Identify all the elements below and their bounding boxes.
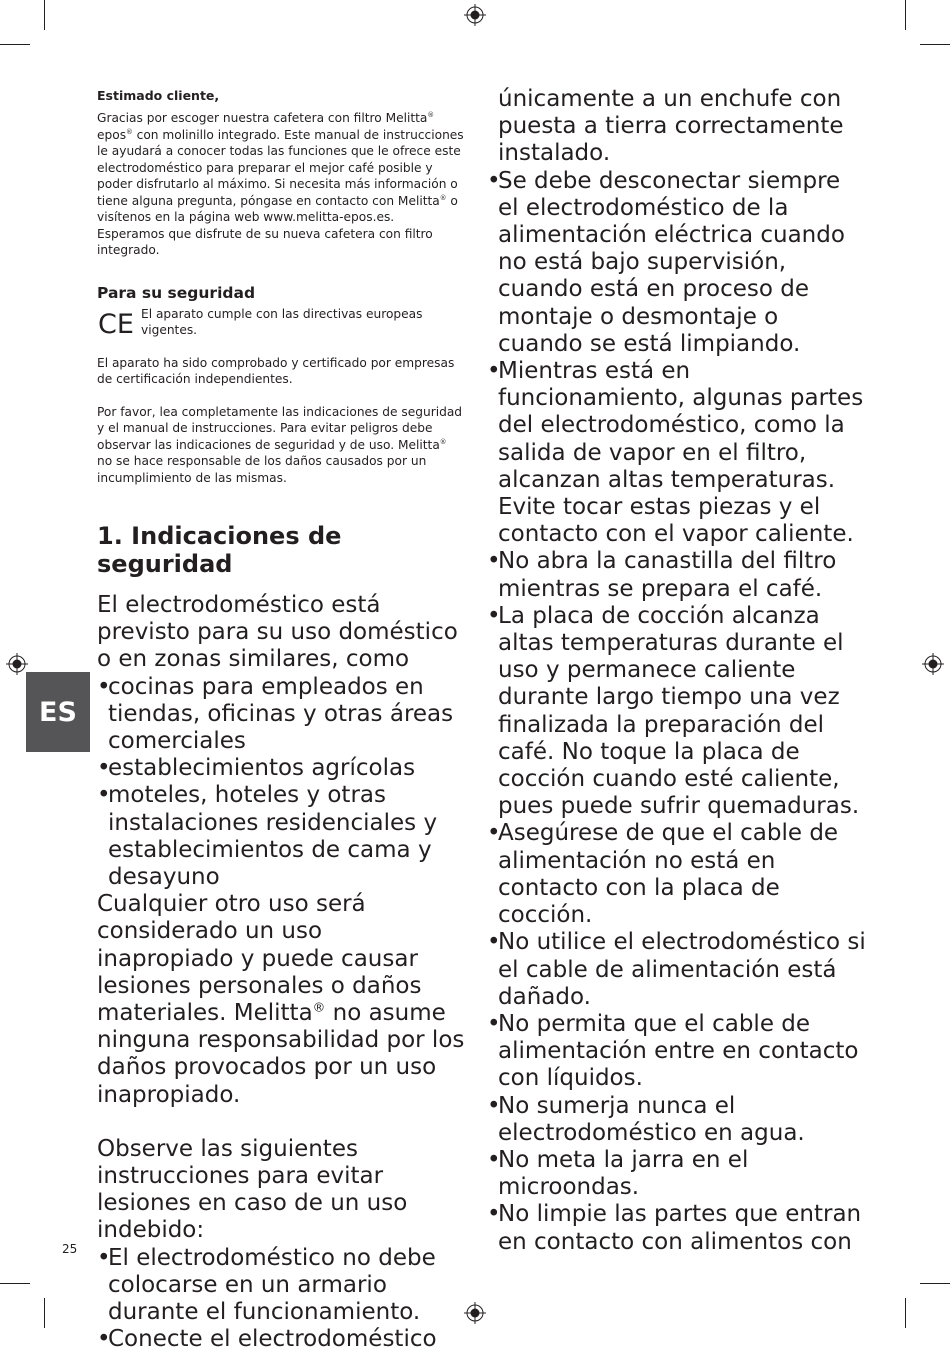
left-column [97,88,465,1353]
other-use-paragraph: Cualquier otro uso será considerado un uso inapropiado y puede causar lesiones personales o daños materiales. Melitta® no asume ninguna responsabilidad por los daños provocados por un uso inapropiado. [97,891,465,1108]
list-item: • No abra la canastilla del filtro mientras se prepara el café. [487,548,837,602]
greeting: Estimado cliente, [97,88,220,103]
list-item: • No utilice el electrodoméstico si el cable de alimentación está dañado. [487,929,866,1010]
list-item: • Mientras está en funcionamiento, algunas partes del electrodoméstico, como la salida de vapor en el filtro, alcanzan altas temperaturas. Evite tocar estas piezas y el contacto con el vapor caliente. [487,358,864,548]
ce-mark-icon [97,308,141,338]
crop-mark [905,0,906,30]
crop-mark [0,44,30,45]
svg-text:CE: CE [98,308,134,338]
list-item: • cocinas para empleados en tiendas, oficinas y otras áreas comerciales [97,673,454,755]
registration-mark-icon [464,1302,486,1324]
registration-mark-icon [6,653,28,675]
list-item: • El electrodoméstico no debe colocarse en un armario durante el funcionamiento. [97,1244,436,1326]
ce-text: El aparato cumple con las directivas europeas vigentes. [141,306,423,337]
section-body [97,592,465,1353]
crop-mark [0,1283,30,1284]
read-instructions-text: Por favor, lea completamente las indicaciones de seguridad y el manual de instrucciones. Para evitar peligros debe observar las indicaciones de seguridad y de uso. Melitta® no se hace responsable de los daños causados por un incumplimiento de las mismas. [97,404,463,485]
list-item: • No permita que el cable de alimentación entre en contacto con líquidos. [487,1010,859,1092]
list-item: • Se debe desconectar siempre el electrodoméstico de la alimentación eléctrica cuando no está bajo supervisión, cuando está en proceso de montaje o desmontaje o cuando se está limpiando. [487,167,845,357]
ce-statement [97,306,465,339]
list-item: • establecimientos agrícolas [97,755,416,782]
section-intro: El electrodoméstico está previsto para su uso doméstico o en zonas similares, como [97,592,458,673]
crop-mark [905,1298,906,1328]
section-heading: 1. Indicaciones de seguridad [97,522,342,578]
list-item: • No sumerja nunca el electrodoméstico en agua. [487,1092,805,1146]
list-item: • Conecte el electrodoméstico [97,1326,437,1353]
continuation-text: únicamente a un enchufe con puesta a tierra correctamente instalado. [498,86,844,167]
crop-mark [44,0,45,30]
page-number: 25 [62,1242,78,1256]
crop-mark [920,44,950,45]
language-tab: ES [26,672,90,752]
certified-text: El aparato ha sido comprobado y certificado por empresas de certificación independientes. [97,355,455,386]
list-item: • La placa de cocción alcanza altas temperaturas durante el uso y permanece caliente durante largo tiempo una vez finalizada la preparación del café. No toque la placa de cocción cuando esté caliente, pues puede sufrir quemaduras. [487,602,860,820]
list-item: • moteles, hoteles y otras instalaciones residenciales y establecimientos de cama y desayuno [97,782,438,891]
list-item: • No meta la jarra en el microondas. [487,1146,749,1201]
list-item: • Asegúrese de que el cable de alimentación no está en contacto con la placa de cocción. [487,820,839,929]
observe-paragraph: Observe las siguientes instrucciones para evitar lesiones en caso de un uso indebido: [97,1135,408,1244]
crop-mark [920,1283,950,1284]
right-column [487,86,867,1256]
intro-paragraph: Gracias por escoger nuestra cafetera con filtro Melitta® epos® con molinillo integrado. Este manual de instrucciones le ayudará a conocer todas las funciones que le ofrece este electrodoméstico para preparar el mejor café posible y poder disfrutarlo al máximo. Si necesita más información o tiene alguna pregunta, póngase en contacto con Melitta® o visítenos en la página web www.melitta-epos.es. Esperamos que disfrute de su nueva cafetera con filtro integrado. [97,110,464,257]
registration-mark-icon [464,4,486,26]
crop-mark [44,1298,45,1328]
registration-mark-icon [922,653,944,675]
list-item: • No limpie las partes que entran en contacto con alimentos con [487,1201,862,1255]
safety-heading: Para su seguridad [97,283,256,302]
